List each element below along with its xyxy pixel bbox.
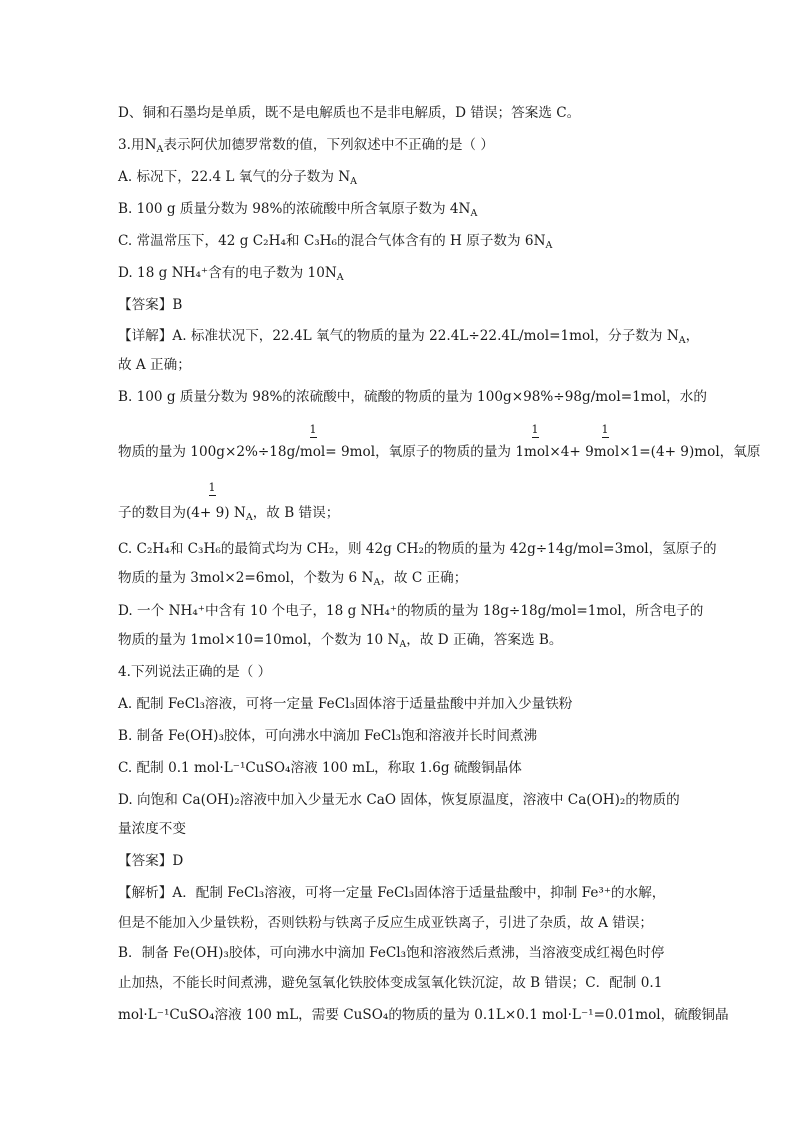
fraction: 1 (601, 423, 609, 436)
option-a: A. 标况下，22.4 L 氧气的分子数为 $N_A$ (118, 169, 358, 187)
option-b: B. 制备 Fe(OH)₃胶体，可向沸水中滴加 FeCl₃饱和溶液并长时间煮沸 (118, 728, 538, 744)
explanation-line: 子的数目为(4+ 9) $N_A$，故 B 错误； (118, 505, 340, 523)
explanation-line: B. 100 g 质量分数为 98%的浓硫酸中，硫酸的物质的量为 100g×98%÷98g/mol=1mol，水的 (118, 389, 707, 405)
explanation-line: C. C₂H₄和 C₃H₆的最简式均为 CH₂，则 42g CH₂的物质的量为 42g÷14g/mol=3mol，氢原子的 (118, 541, 717, 557)
question-4-stem: 4.下列说法正确的是（ ） (118, 664, 272, 680)
analysis-line: 但是不能加入少量铁粉，否则铁粉与铁离子反应生成亚铁离子，引进了杂质，故 A 错误； (118, 915, 654, 931)
answer-label: 【答案】D (118, 853, 184, 869)
analysis-line: 【解析】A．配制 FeCl₃溶液，可将一定量 FeCl₃固体溶于适量盐酸中，抑制 Fe³⁺的水解， (118, 885, 666, 901)
option-d: D. 向饱和 Ca(OH)₂溶液中加入少量无水 CaO 固体，恢复原温度，溶液中 Ca(OH)₂的物质的 (118, 792, 680, 808)
text-line: D、铜和石墨均是单质，既不是电解质也不是非电解质，D 错误；答案选 C。 (118, 105, 581, 121)
option-c: C. 配制 0.1 mol·L⁻¹CuSO₄溶液 100 mL，称取 1.6g 硫酸铜晶体 (118, 760, 522, 776)
option-c: C. 常温常压下，42 g C₂H₄和 C₃H₆的混合气体含有的 H 原子数为 $6N_A$ (118, 233, 553, 251)
explanation-line: D. 一个 NH₄⁺中含有 10 个电子，18 g NH₄⁺的物质的量为 18g÷18g/mol=1mol，所含电子的 (118, 603, 704, 619)
explanation-line: 物质的量为 3mol×2=6mol，个数为 6 $N_A$，故 C 正确； (118, 570, 468, 588)
option-d-continued: 量浓度不变 (118, 821, 186, 837)
analysis-line: B．制备 Fe(OH)₃胶体，可向沸水中滴加 FeCl₃饱和溶液然后煮沸，当溶液变成红褐色时停 (118, 945, 665, 961)
option-d: D. 18 g NH₄⁺含有的电子数为 $10N_A$ (118, 265, 344, 283)
explanation-line: 物质的量为 100g×2%÷18g/mol= 9mol，氧原子的物质的量为 1mol×4+ 9mol×1=(4+ 9)mol，氧原 (118, 444, 761, 460)
analysis-line: mol·L⁻¹CuSO₄溶液 100 mL，需要 CuSO₄的物质的量为 0.1L×0.1 mol·L⁻¹=0.01mol，硫酸铜晶 (118, 1007, 729, 1023)
fraction: 1 (309, 423, 317, 436)
fraction: 1 (531, 423, 539, 436)
answer-label: 【答案】B (118, 297, 183, 313)
explanation-line: 【详解】A. 标准状况下，22.4L 氧气的物质的量为 22.4L÷22.4L/mol=1mol，分子数为 $N_A$， (118, 328, 700, 346)
question-3-stem: 3.用$N_A$表示阿伏加德罗常数的值，下列叙述中不正确的是（ ） (118, 137, 494, 155)
fraction: 1 (208, 481, 216, 494)
option-b: B. 100 g 质量分数为 98%的浓硫酸中所含氧原子数为 $4N_A$ (118, 201, 478, 219)
analysis-line: 止加热，不能长时间煮沸，避免氢氧化铁胶体变成氢氧化铁沉淀，故 B 错误；C．配制 0.1 (118, 975, 663, 991)
explanation-line: 物质的量为 1mol×10=10mol，个数为 10 $N_A$，故 D 正确，答案选 B。 (118, 632, 563, 650)
explanation-line: 故 A 正确； (118, 357, 191, 373)
option-a: A. 配制 FeCl₃溶液，可将一定量 FeCl₃固体溶于适量盐酸中并加入少量铁粉 (118, 696, 573, 712)
